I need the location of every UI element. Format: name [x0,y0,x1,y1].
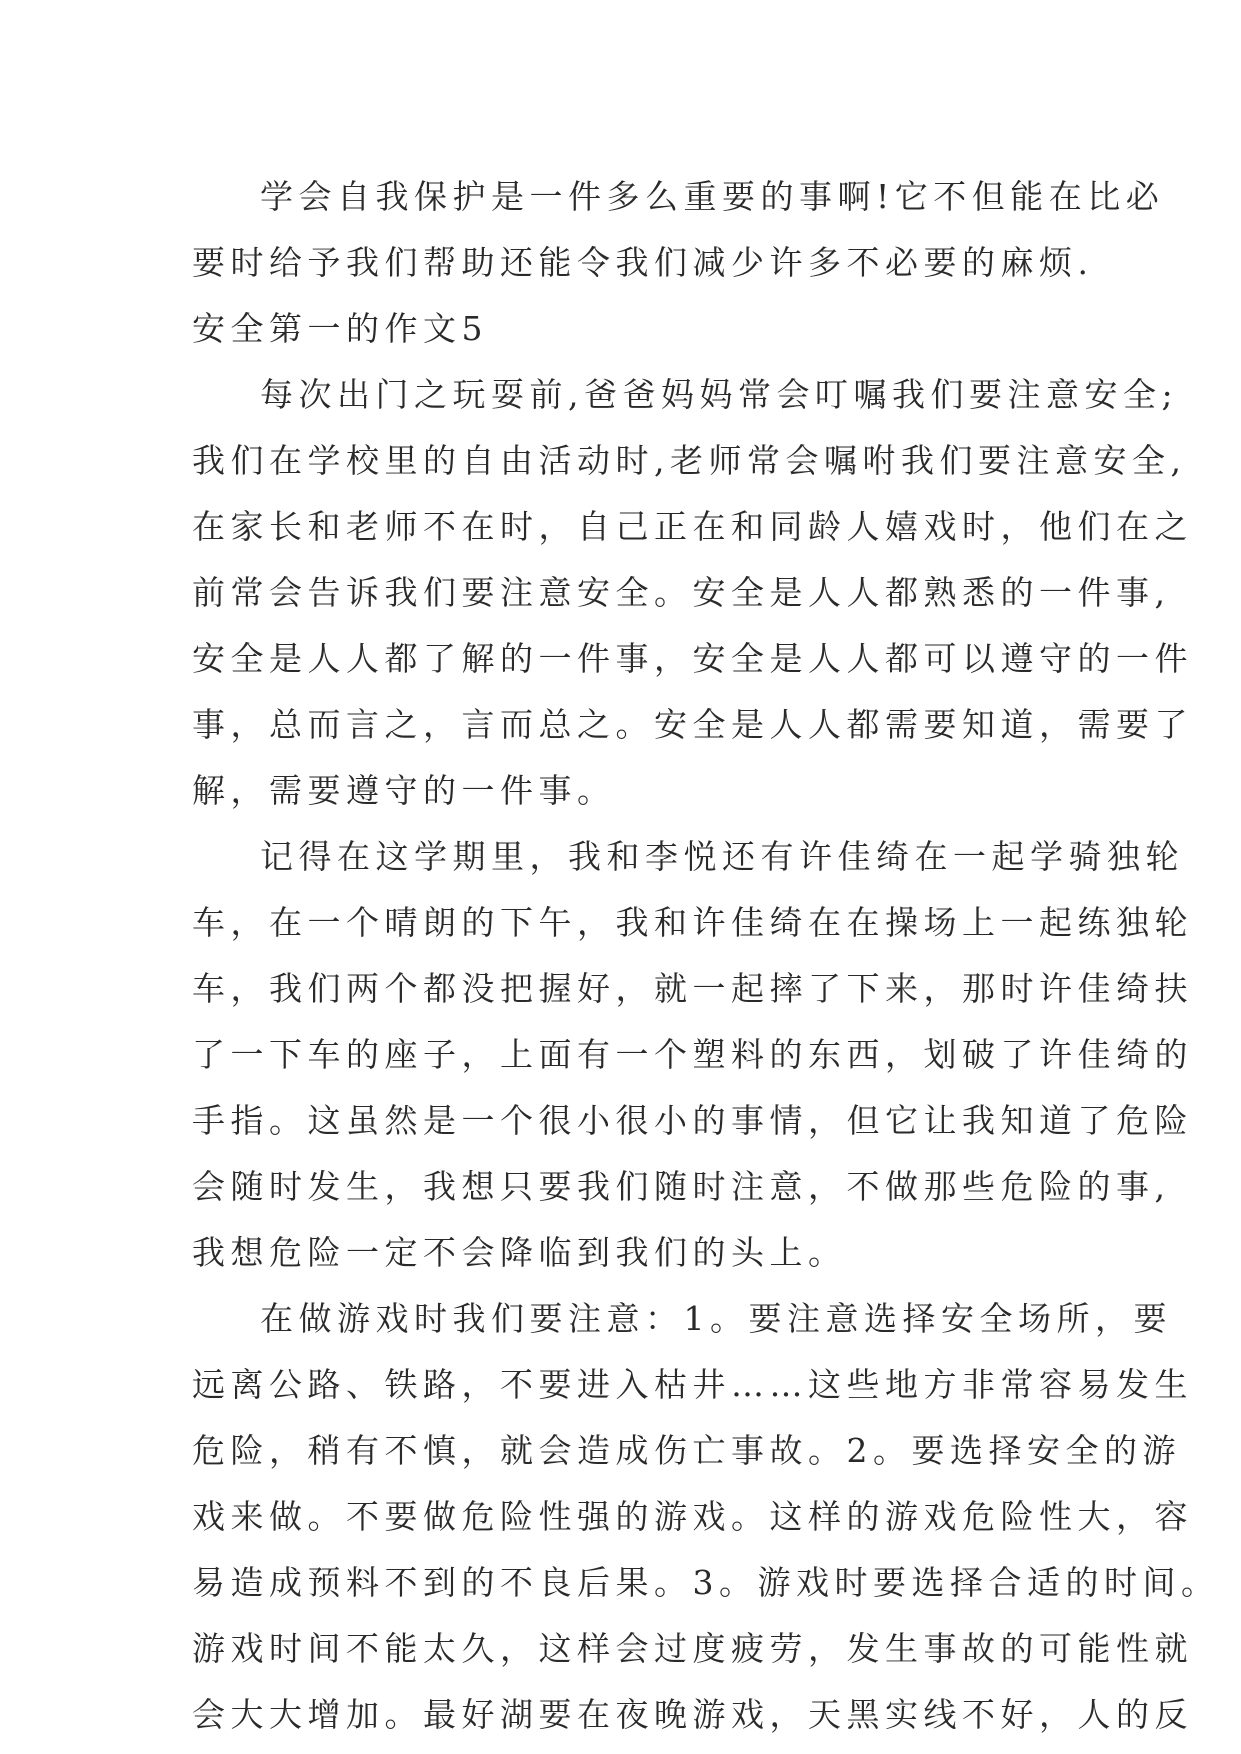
text-line: 危险，稍有不慎，就会造成伤亡事故。2。要选择安全的游 [192,1431,1181,1470]
text-line: 手指。这虽然是一个很小很小的事情，但它让我知道了危险 [192,1101,1193,1140]
paragraph-game-safety-rules [192,1286,1220,1748]
text-line: 每次出门之玩耍前,爸爸妈妈常会叮嘱我们要注意安全; [260,375,1179,414]
text-line: 在家长和老师不在时，自己正在和同龄人嬉戏时，他们在之 [192,507,1193,546]
text-line: 学会自我保护是一件多么重要的事啊!它不但能在比必 [260,177,1165,216]
text-line: 要时给予我们帮助还能令我们减少许多不必要的麻烦. [192,243,1094,282]
paragraph-intro-conclusion [192,164,1165,296]
essay-heading [192,296,1052,362]
text-line: 安全是人人都了解的一件事，安全是人人都可以遵守的一件 [192,639,1193,678]
text-line: 了一下车的座子，上面有一个塑料的东西，划破了许佳绮的 [192,1035,1193,1074]
text-line: 在做游戏时我们要注意：1。要注意选择安全场所，要 [260,1299,1172,1338]
text-line: 会随时发生，我想只要我们随时注意，不做那些危险的事, [192,1167,1171,1206]
text-line: 游戏时间不能太久，这样会过度疲劳，发生事故的可能性就 [192,1629,1193,1668]
text-line: 车，我们两个都没把握好，就一起摔了下来，那时许佳绮扶 [192,969,1193,1008]
document-page [192,164,1220,1748]
text-line: 记得在这学期里，我和李悦还有许佳绮在一起学骑独轮 [260,837,1184,876]
text-line: 我们在学校里的自由活动时,老师常会嘱咐我们要注意安全, [192,441,1187,480]
text-line: 我想危险一定不会降临到我们的头上。 [192,1233,847,1272]
text-line: 会大大增加。最好湖要在夜晚游戏，天黑实线不好，人的反 [192,1695,1193,1734]
text-line: 易造成预料不到的不良后果。3。游戏时要选择合适的时间。 [192,1563,1220,1602]
heading-text: 安全第一的作文5 [192,309,488,348]
text-line: 车，在一个晴朗的下午，我和许佳绮在在操场上一起练独轮 [192,903,1193,942]
text-line: 事，总而言之，言而总之。安全是人人都需要知道，需要了 [192,705,1193,744]
text-line: 戏来做。不要做危险性强的游戏。这样的游戏危险性大，容 [192,1497,1193,1536]
text-line: 解，需要遵守的一件事。 [192,771,616,810]
text-line: 远离公路、铁路，不要进入枯井……这些地方非常容易发生 [192,1365,1193,1404]
paragraph-safety-reminders [192,362,1193,824]
text-line: 前常会告诉我们要注意安全。安全是人人都熟悉的一件事, [192,573,1171,612]
paragraph-unicycle-story [192,824,1193,1286]
